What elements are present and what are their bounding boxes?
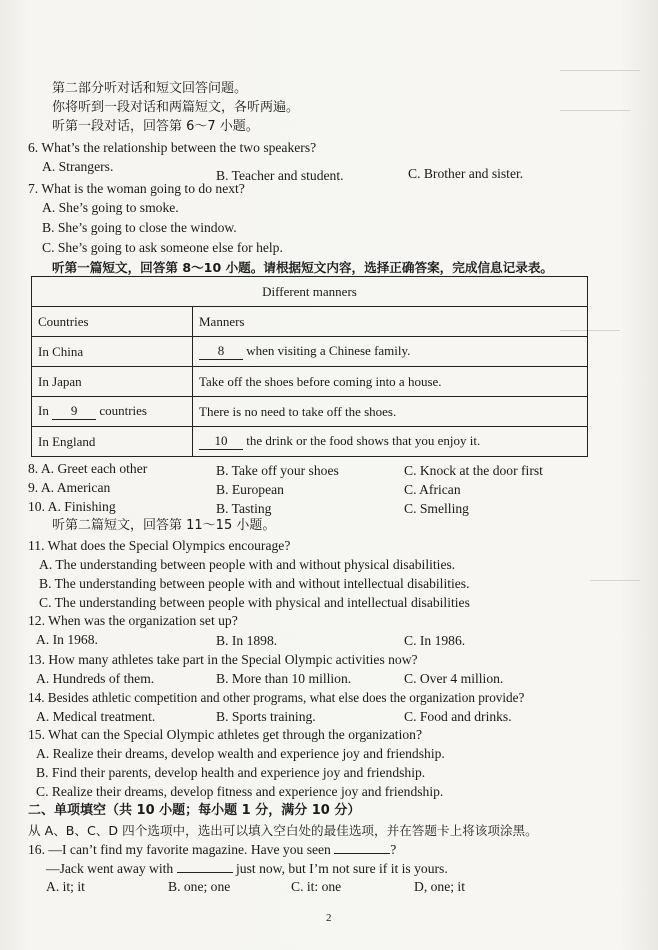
q10-option-b[interactable]: B. Tasting [216,501,272,516]
q11-option-c[interactable]: C. The understanding between people with physical and intellectual disabilities [39,595,470,610]
section2-instruction: 从 A、B、C、D 四个选项中，选出可以填入空白处的最佳选项，并在答题卡上将该项涂黑。 [28,823,538,838]
q10-option-a[interactable]: 10. A. Finishing [28,499,116,514]
q15-stem: 15. What can the Special Olympic athletes get through the organization? [28,727,422,742]
q8-option-a[interactable]: 8. A. Greet each other [28,461,148,476]
manner-text: when visiting a Chinese family. [246,343,411,358]
table-row [32,397,588,427]
q16-line2 [46,860,448,877]
q8-option-c[interactable]: C. Knock at the door first [404,463,543,478]
q16-option-c[interactable]: C. it: one [291,879,342,894]
q10-option-c[interactable]: C. Smelling [404,501,469,516]
table-cell-country: In England [32,427,193,457]
manners-table [31,276,588,457]
q11-option-b[interactable]: B. The understanding between people with and without intellectual disabilities. [39,576,470,591]
q6-option-a[interactable]: A. Strangers. [42,159,114,174]
table-cell-manner [193,427,588,457]
q15-option-a[interactable]: A. Realize their dreams, develop wealth and experience joy and friendship. [36,746,445,761]
table-cell-country: In China [32,337,193,367]
q9-option-c[interactable]: C. African [404,482,461,497]
table-row [32,337,588,367]
q11-stem: 11. What does the Special Olympics encourage? [28,538,291,553]
q15-option-b[interactable]: B. Find their parents, develop health and experience joy and friendship. [36,765,426,780]
q6-option-b[interactable]: B. Teacher and student. [216,168,344,183]
q16-option-d[interactable]: D, one; it [414,879,465,894]
table-row [32,367,588,397]
q9-option-a[interactable]: 9. A. American [28,480,111,495]
q14-stem: 14. Besides athletic competition and other programs, what else does the organization provide? [28,690,525,705]
q16-blank-1[interactable] [334,853,390,854]
q13-option-c[interactable]: C. Over 4 million. [404,671,504,686]
section2-heading: 二、单项填空（共 10 小题；每小题 1 分，满分 10 分） [28,803,361,818]
table-cell-manner: There is no need to take off the shoes. [193,397,588,427]
q13-option-a[interactable]: A. Hundreds of them. [36,671,155,686]
q16-option-b[interactable]: B. one; one [168,879,231,894]
q7-option-b[interactable]: B. She’s going to close the window. [42,220,237,235]
part2-instruction-2: 听第一段对话，回答第 6～7 小题。 [52,119,259,134]
table-cell-country [32,397,193,427]
table-cell-manner: Take off the shoes before coming into a house. [193,367,588,397]
q16-blank-2[interactable] [177,872,233,873]
page-number: 2 [326,912,332,924]
q16-option-a[interactable]: A. it; it [46,879,85,894]
q14-option-b[interactable]: B. Sports training. [216,709,316,724]
table-cell-country: In Japan [32,367,193,397]
q12-stem: 12. When was the organization set up? [28,613,238,628]
part2-instruction-1: 你将听到一段对话和两篇短文，各听两遍。 [52,100,300,115]
q7-option-c[interactable]: C. She’s going to ask someone else for help. [42,240,283,255]
q6-option-c[interactable]: C. Brother and sister. [408,166,524,181]
q9-option-b[interactable]: B. European [216,482,284,497]
q7-option-a[interactable]: A. She’s going to smoke. [42,200,179,215]
q13-option-b[interactable]: B. More than 10 million. [216,671,352,686]
table-header-manners: Manners [193,307,588,337]
blank-10[interactable]: 10 [199,433,243,450]
q16-line2-end: just now, but I’m not sure if it is yours. [236,861,448,876]
q7-stem: 7. What is the woman going to do next? [28,181,245,196]
q16-line1-end: ? [390,842,397,857]
q13-stem: 13. How many athletes take part in the Special Olympic activities now? [28,652,418,667]
q6-stem: 6. What’s the relationship between the two speakers? [28,140,317,155]
passage1-instruction: 听第一篇短文，回答第 8～10 小题。请根据短文内容，选择正确答案，完成信息记录表。 [52,260,554,275]
q12-option-b[interactable]: B. In 1898. [216,633,278,648]
q15-option-c[interactable]: C. Realize their dreams, develop fitness and experience joy and friendship. [36,784,444,799]
q8-option-b[interactable]: B. Take off your shoes [216,463,339,478]
table-cell-manner [193,337,588,367]
q16-line1-text: 16. —I can’t find my favorite magazine. Have you seen [28,842,331,857]
blank-8[interactable]: 8 [199,343,243,360]
country-prefix: In [38,403,49,418]
q16-line2-text: —Jack went away with [46,861,174,876]
table-header-countries: Countries [32,307,193,337]
q16-line1 [28,841,396,858]
q11-option-a[interactable]: A. The understanding between people with and without physical disabilities. [39,557,456,572]
q12-option-a[interactable]: A. In 1968. [36,632,98,647]
manner-text: the drink or the food shows that you enjoy it. [246,433,481,448]
part2-heading: 第二部分听对话和短文回答问题。 [52,81,248,96]
table-title: Different manners [32,277,588,307]
q14-option-a[interactable]: A. Medical treatment. [36,709,156,724]
q12-option-c[interactable]: C. In 1986. [404,633,466,648]
country-suffix: countries [99,403,147,418]
table-row [32,427,588,457]
q14-option-c[interactable]: C. Food and drinks. [404,709,512,724]
blank-9[interactable]: 9 [52,403,96,420]
passage2-instruction: 听第二篇短文，回答第 11～15 小题。 [52,518,276,533]
